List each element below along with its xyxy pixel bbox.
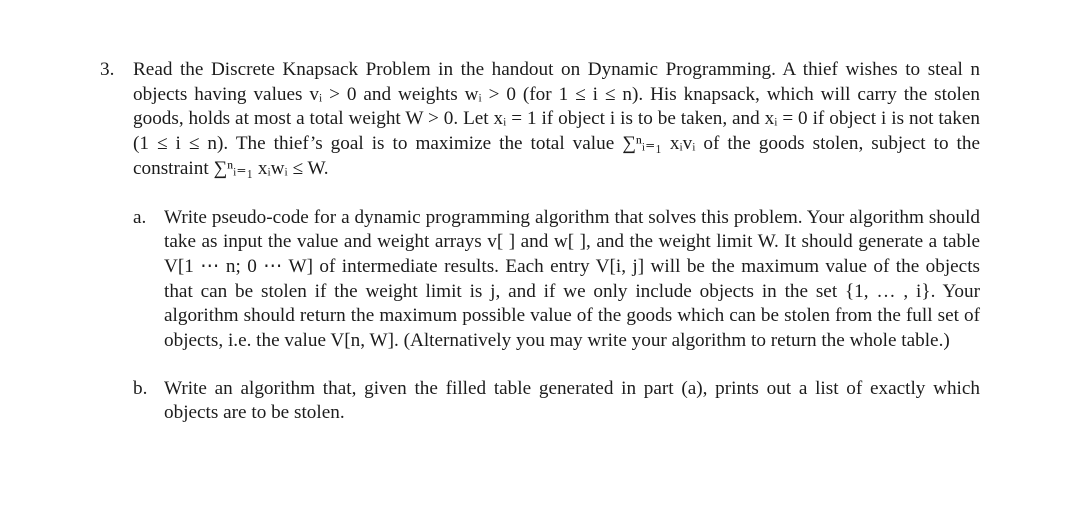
problem-3 — [100, 58, 980, 426]
part-a-label: a. — [133, 206, 147, 228]
part-a-text: Write pseudo-code for a dynamic programming algorithm that solves this problem. Your algorithm should take as input the value and weight arrays v[ ] and w[ ], and the weight limit W. It should generate a table V[1 ⋯ n; 0 ⋯ W] of intermediate results. Each entry V[i, j] will be the maximum value of the objects that can be stolen if the weight limit is j, and if we only include objects in the set {1, … , i}. Your algorithm should return the maximum possible value of the goods which can be stolen from the full set of objects, i.e. the value V[n, W]. (Alternatively you may write your algorithm to return the whole table.) — [164, 206, 980, 352]
part-b — [133, 377, 980, 426]
part-b-text: Write an algorithm that, given the filled table generated in part (a), prints out a list of exactly which objects are to be stolen. — [164, 377, 980, 424]
part-a — [133, 206, 980, 354]
problem-parts — [133, 206, 980, 427]
part-b-label: b. — [133, 377, 148, 399]
problem-intro-text: Read the Discrete Knapsack Problem in the handout on Dynamic Programming. A thief wishes to steal n objects having values vᵢ > 0 and weights wᵢ > 0 (for 1 ≤ i ≤ n). His knapsack, which will carry the stolen goods, holds at most a total weight W > 0. Let xᵢ = 1 if object i is to be taken, and xᵢ = 0 if object i is not taken (1 ≤ i ≤ n). The thief’s goal is to maximize the total value ∑ⁿᵢ₌₁ xᵢvᵢ of the goods stolen, subject to the constraint ∑ⁿᵢ₌₁ xᵢwᵢ ≤ W. — [133, 59, 980, 179]
problem-intro-row — [100, 58, 980, 182]
problem-number: 3. — [100, 59, 115, 80]
